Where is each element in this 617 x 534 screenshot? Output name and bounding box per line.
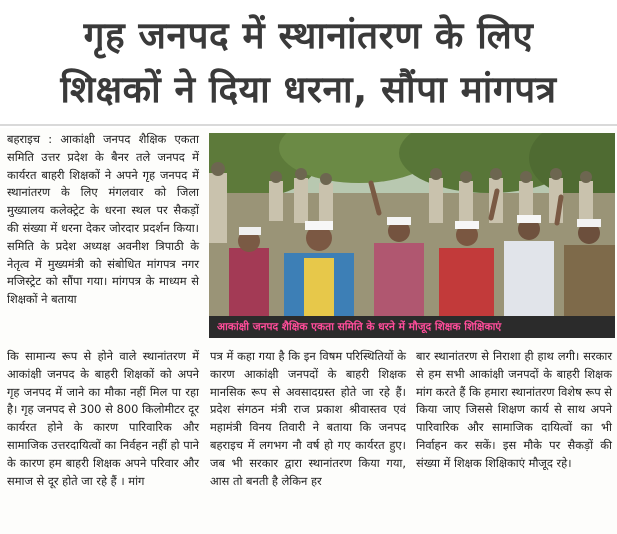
headline-line-2: शिक्षकों ने दिया धरना, सौंपा मांगपत्र <box>60 68 557 111</box>
headline <box>0 0 617 128</box>
article-paragraph-intro: बहराइच : आकांक्षी जनपद शैक्षिक एकता समिति उत्तर प्रदेश के बैनर तले जनपद में कार्यरत बाहरी शिक्षकों ने अपने गृह जनपद में स्थानांतरण के लिए मंगलवार को जिला मुख्यालय कलेक्ट्रेट के धरना स्थल पर सैकड़ों की संख्या में धरना देकर जोरदार प्रदर्शन किया। समिति के प्रदेश अध्यक्ष अवनीश त्रिपाठी के नेतृत्व में मुख्यमंत्री को संबोधित मांगपत्र नगर मजिस्ट्रेट को सौंपा गया। मांगपत्र के माध्यम से शिक्षकों ने बताया <box>7 132 199 307</box>
protest-photo-illustration <box>209 133 615 316</box>
photo-caption: आकांक्षी जनपद शैक्षिक एकता समिति के धरने में मौजूद शिक्षक शिक्षिकाएं <box>209 316 615 338</box>
article-paragraph: पत्र में कहा गया है कि इन विषम परिस्थितियों के कारण आकांक्षी जनपदों के बाहरी शिक्षक मानसिक रूप से अवसादग्रस्त होते जा रहे हैं। प्रदेश संगठन मंत्री राज प्रकाश श्रीवास्तव एवं महामंत्री विनय तिवारी ने बताया कि जनपद बहराइच में लगभग नौ वर्ष हो गए कार्यरत हुए। जब भी सरकार द्वारा स्थानांतरण किया गया, आस तो बनती है लेकिन हर <box>210 349 406 488</box>
headline-divider <box>0 124 617 126</box>
article-column-3 <box>416 348 612 473</box>
article-column-1-bottom <box>7 348 199 490</box>
article-paragraph: बार स्थानांतरण से निराशा ही हाथ लगी। सरकार से हम सभी आकांक्षी जनपदों के बाहरी शिक्षक मांग करते हैं कि हमारा स्थानांतरण विशेष रूप से किया जाए जिससे शिक्षण कार्य से साथ अपने पारिवारिक और सामाजिक दायित्वों का भी निर्वाहन कर सकें। इस मौके पर सैकड़ों की संख्या में शिक्षक शिक्षिकाएं मौजूद रहे। <box>416 349 612 470</box>
protest-photo <box>209 133 615 316</box>
headline-line-1: गृह जनपद में स्थानांतरण के लिए <box>83 14 534 57</box>
article-column-2 <box>210 348 406 490</box>
article-column-1-top <box>7 131 199 309</box>
article-paragraph: कि सामान्य रूप से होने वाले स्थानांतरण में आकांक्षी जनपद के बाहरी शिक्षकों को अपने गृह जनपद में जाने का मौका नहीं मिल पा रहा है। गृह जनपद से 300 से 800 किलोमीटर दूर कार्यरत होने के कारण पारिवारिक और सामाजिक उत्तरदायित्वों का निर्वहन नहीं हो पाने के कारण हम बाहरी शिक्षक अपने परिवार और समाज से दूर होते जा रहे हैं । मांग <box>7 349 199 488</box>
